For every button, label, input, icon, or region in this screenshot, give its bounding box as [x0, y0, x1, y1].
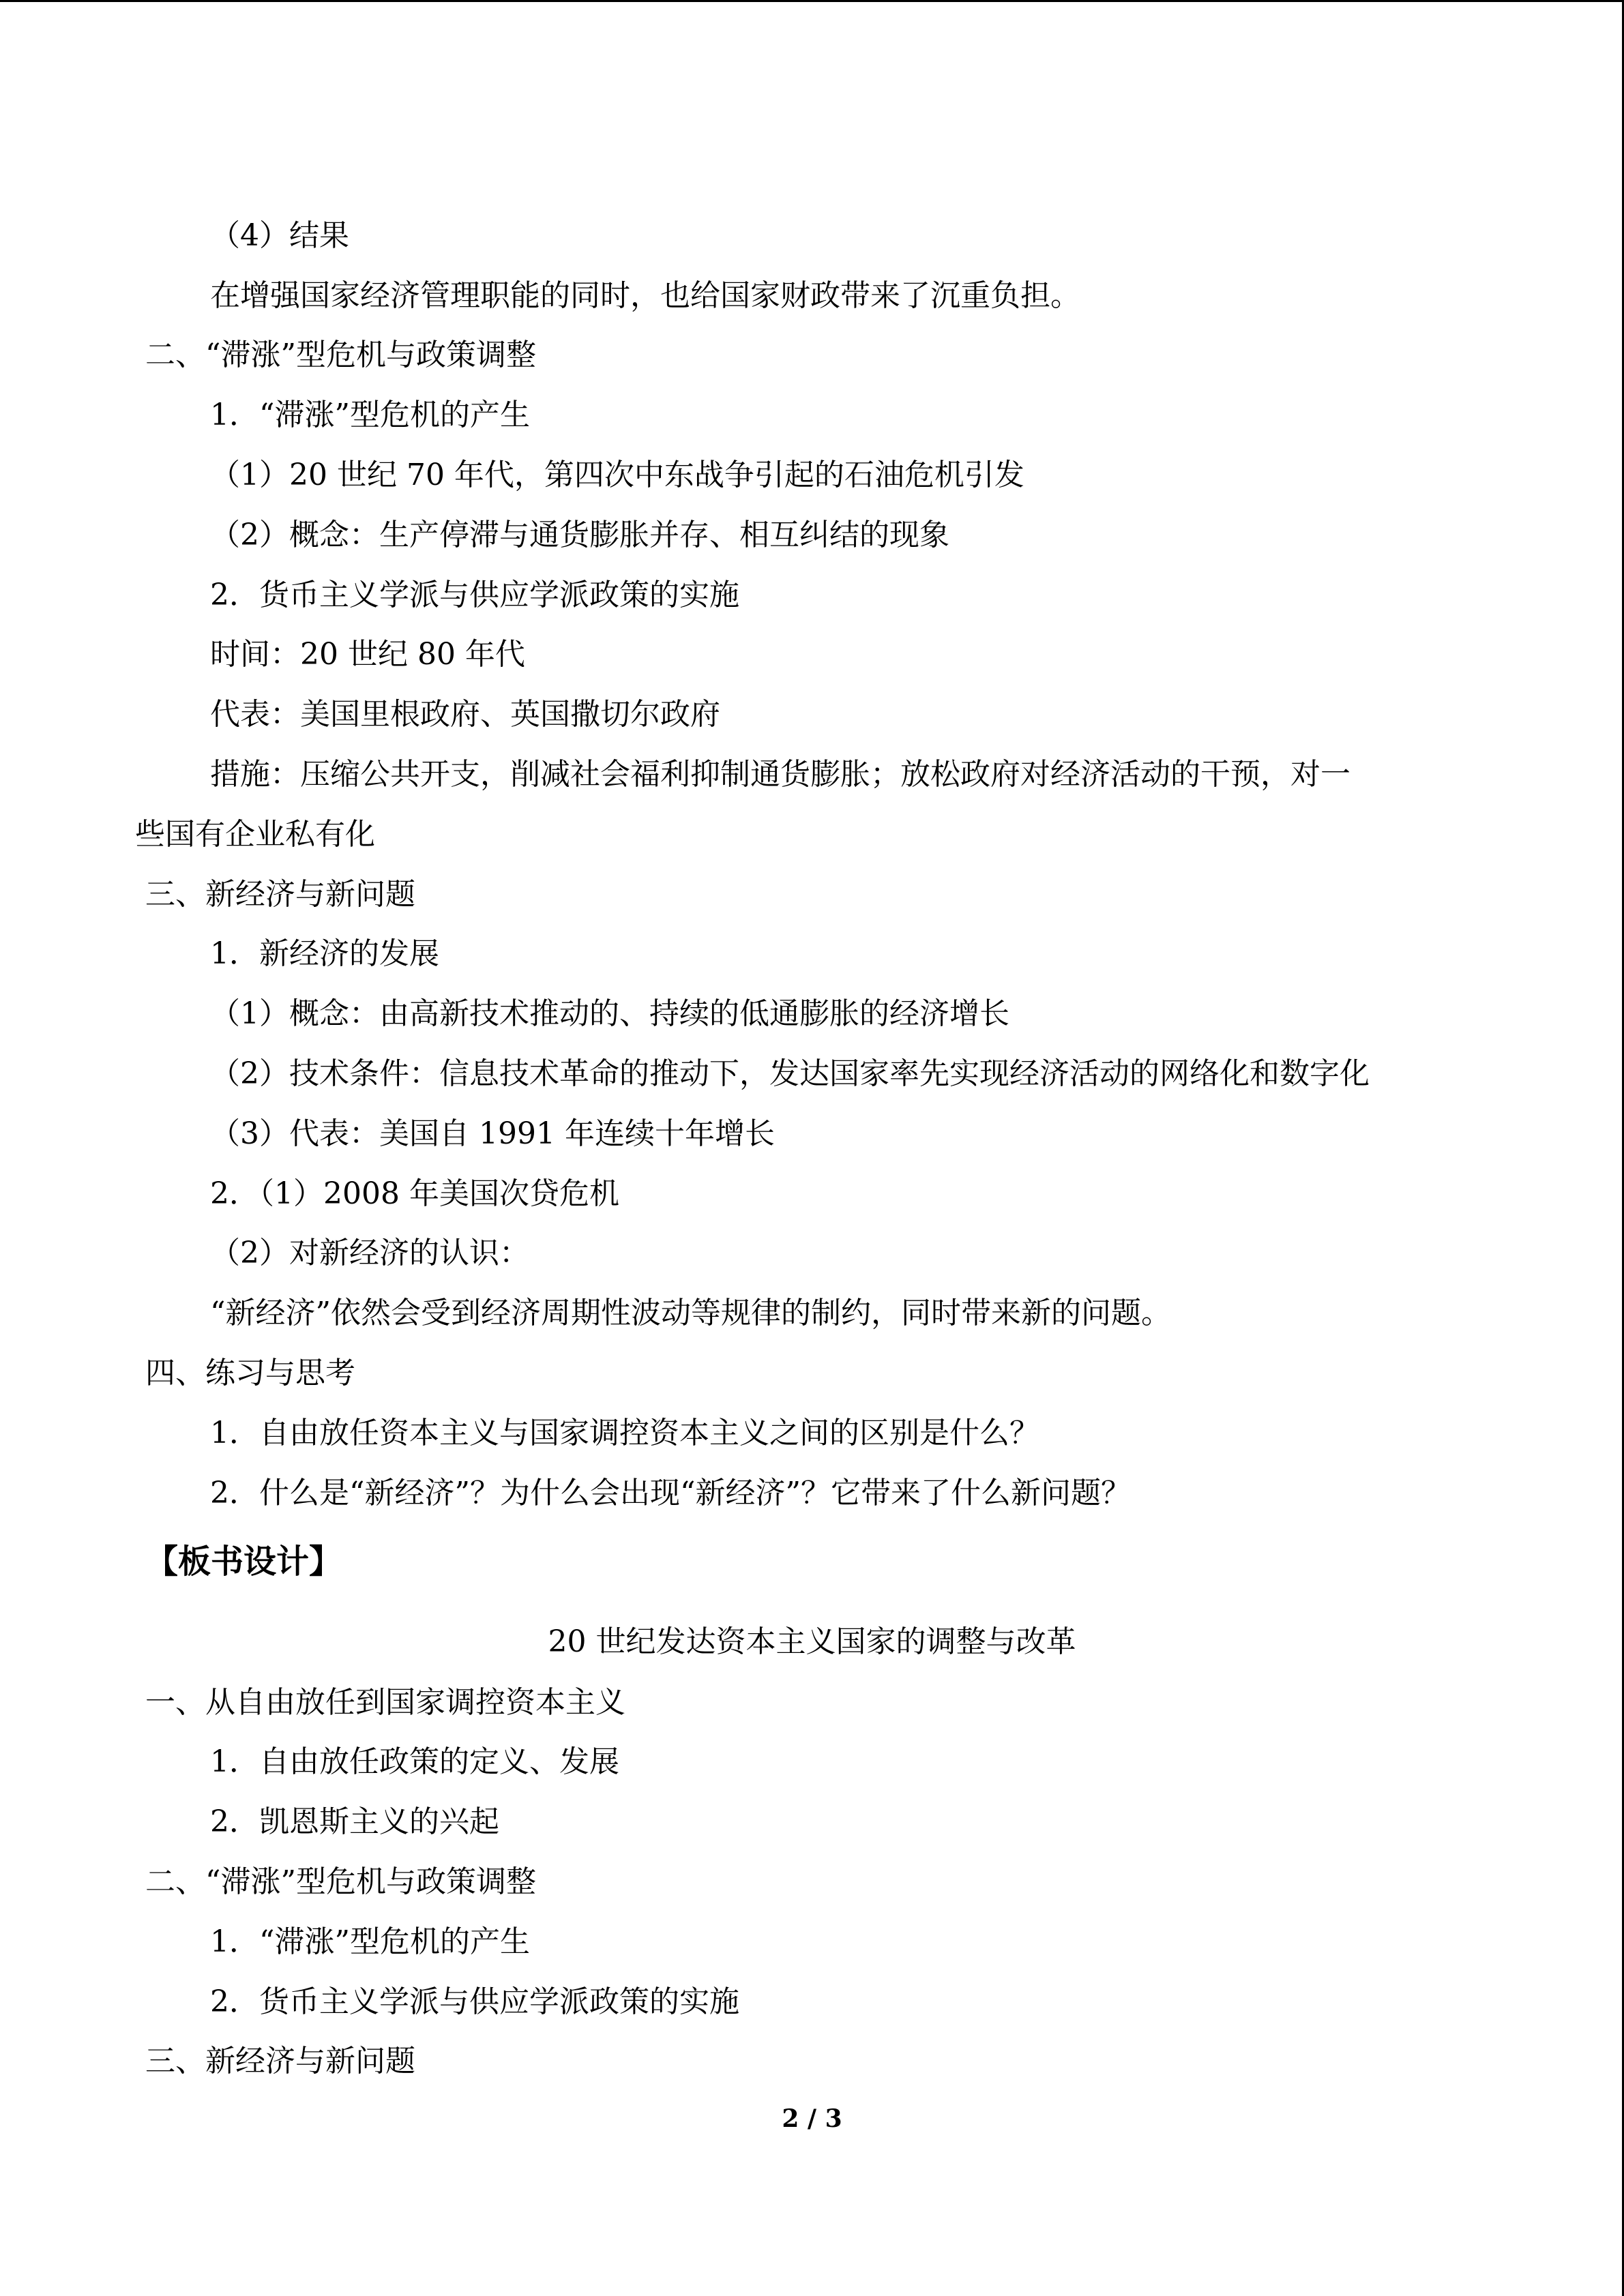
text-line: 在增强国家经济管理职能的同时，也给国家财政带来了沉重负担。 [210, 278, 1080, 313]
page-top-border [0, 0, 1624, 2]
text-line: （4）结果 [210, 218, 349, 253]
text-line: （2）概念：生产停滞与通货膨胀并存、相互纠结的现象 [210, 518, 949, 552]
board-title: 20 世纪发达资本主义国家的调整与改革 [548, 1624, 1076, 1659]
page-number: 2 / 3 [782, 2104, 842, 2133]
text-line: 代表：美国里根政府、英国撒切尔政府 [210, 697, 720, 732]
board-line: 1．“滞涨”型危机的产生 [210, 1924, 530, 1959]
board-line: 2．凯恩斯主义的兴起 [210, 1804, 499, 1839]
text-line: （1）20 世纪 70 年代，第四次中东战争引起的石油危机引发 [210, 458, 1024, 492]
section-heading: 三、新经济与新问题 [145, 877, 415, 912]
text-line: （3）代表：美国自 1991 年连续十年增长 [210, 1116, 775, 1151]
board-line: 1．自由放任政策的定义、发展 [210, 1744, 619, 1779]
board-line: 2．货币主义学派与供应学派政策的实施 [210, 1984, 739, 2019]
board-line: 一、从自由放任到国家调控资本主义 [145, 1685, 625, 1720]
text-line: 2．（1）2008 年美国次贷危机 [210, 1176, 619, 1211]
section-heading: 二、“滞涨”型危机与政策调整 [145, 338, 536, 372]
text-line: 时间：20 世纪 80 年代 [210, 637, 525, 672]
board-design-heading: 【板书设计】 [145, 1542, 342, 1581]
text-line: （2）对新经济的认识： [210, 1236, 529, 1270]
text-line: 1．自由放任资本主义与国家调控资本主义之间的区别是什么？ [210, 1416, 1039, 1450]
text-line: 2．什么是“新经济”？为什么会出现“新经济”？它带来了什么新问题？ [210, 1476, 1131, 1510]
text-line: 2．货币主义学派与供应学派政策的实施 [210, 578, 739, 612]
text-line: （1）概念：由高新技术推动的、持续的低通膨胀的经济增长 [210, 996, 1009, 1031]
text-line: 1．“滞涨”型危机的产生 [210, 398, 530, 432]
text-line: 些国有企业私有化 [135, 817, 375, 852]
text-line: 措施：压缩公共开支，削减社会福利抑制通货膨胀；放松政府对经济活动的干预，对一 [210, 757, 1350, 792]
text-line: （2）技术条件：信息技术革命的推动下，发达国家率先实现经济活动的网络化和数字化 [210, 1056, 1370, 1091]
text-line: “新经济”依然会受到经济周期性波动等规律的制约，同时带来新的问题。 [210, 1296, 1171, 1330]
board-line: 二、“滞涨”型危机与政策调整 [145, 1864, 536, 1899]
section-heading: 四、练习与思考 [145, 1356, 355, 1390]
text-line: 1．新经济的发展 [210, 936, 439, 971]
board-line: 三、新经济与新问题 [145, 2044, 415, 2078]
